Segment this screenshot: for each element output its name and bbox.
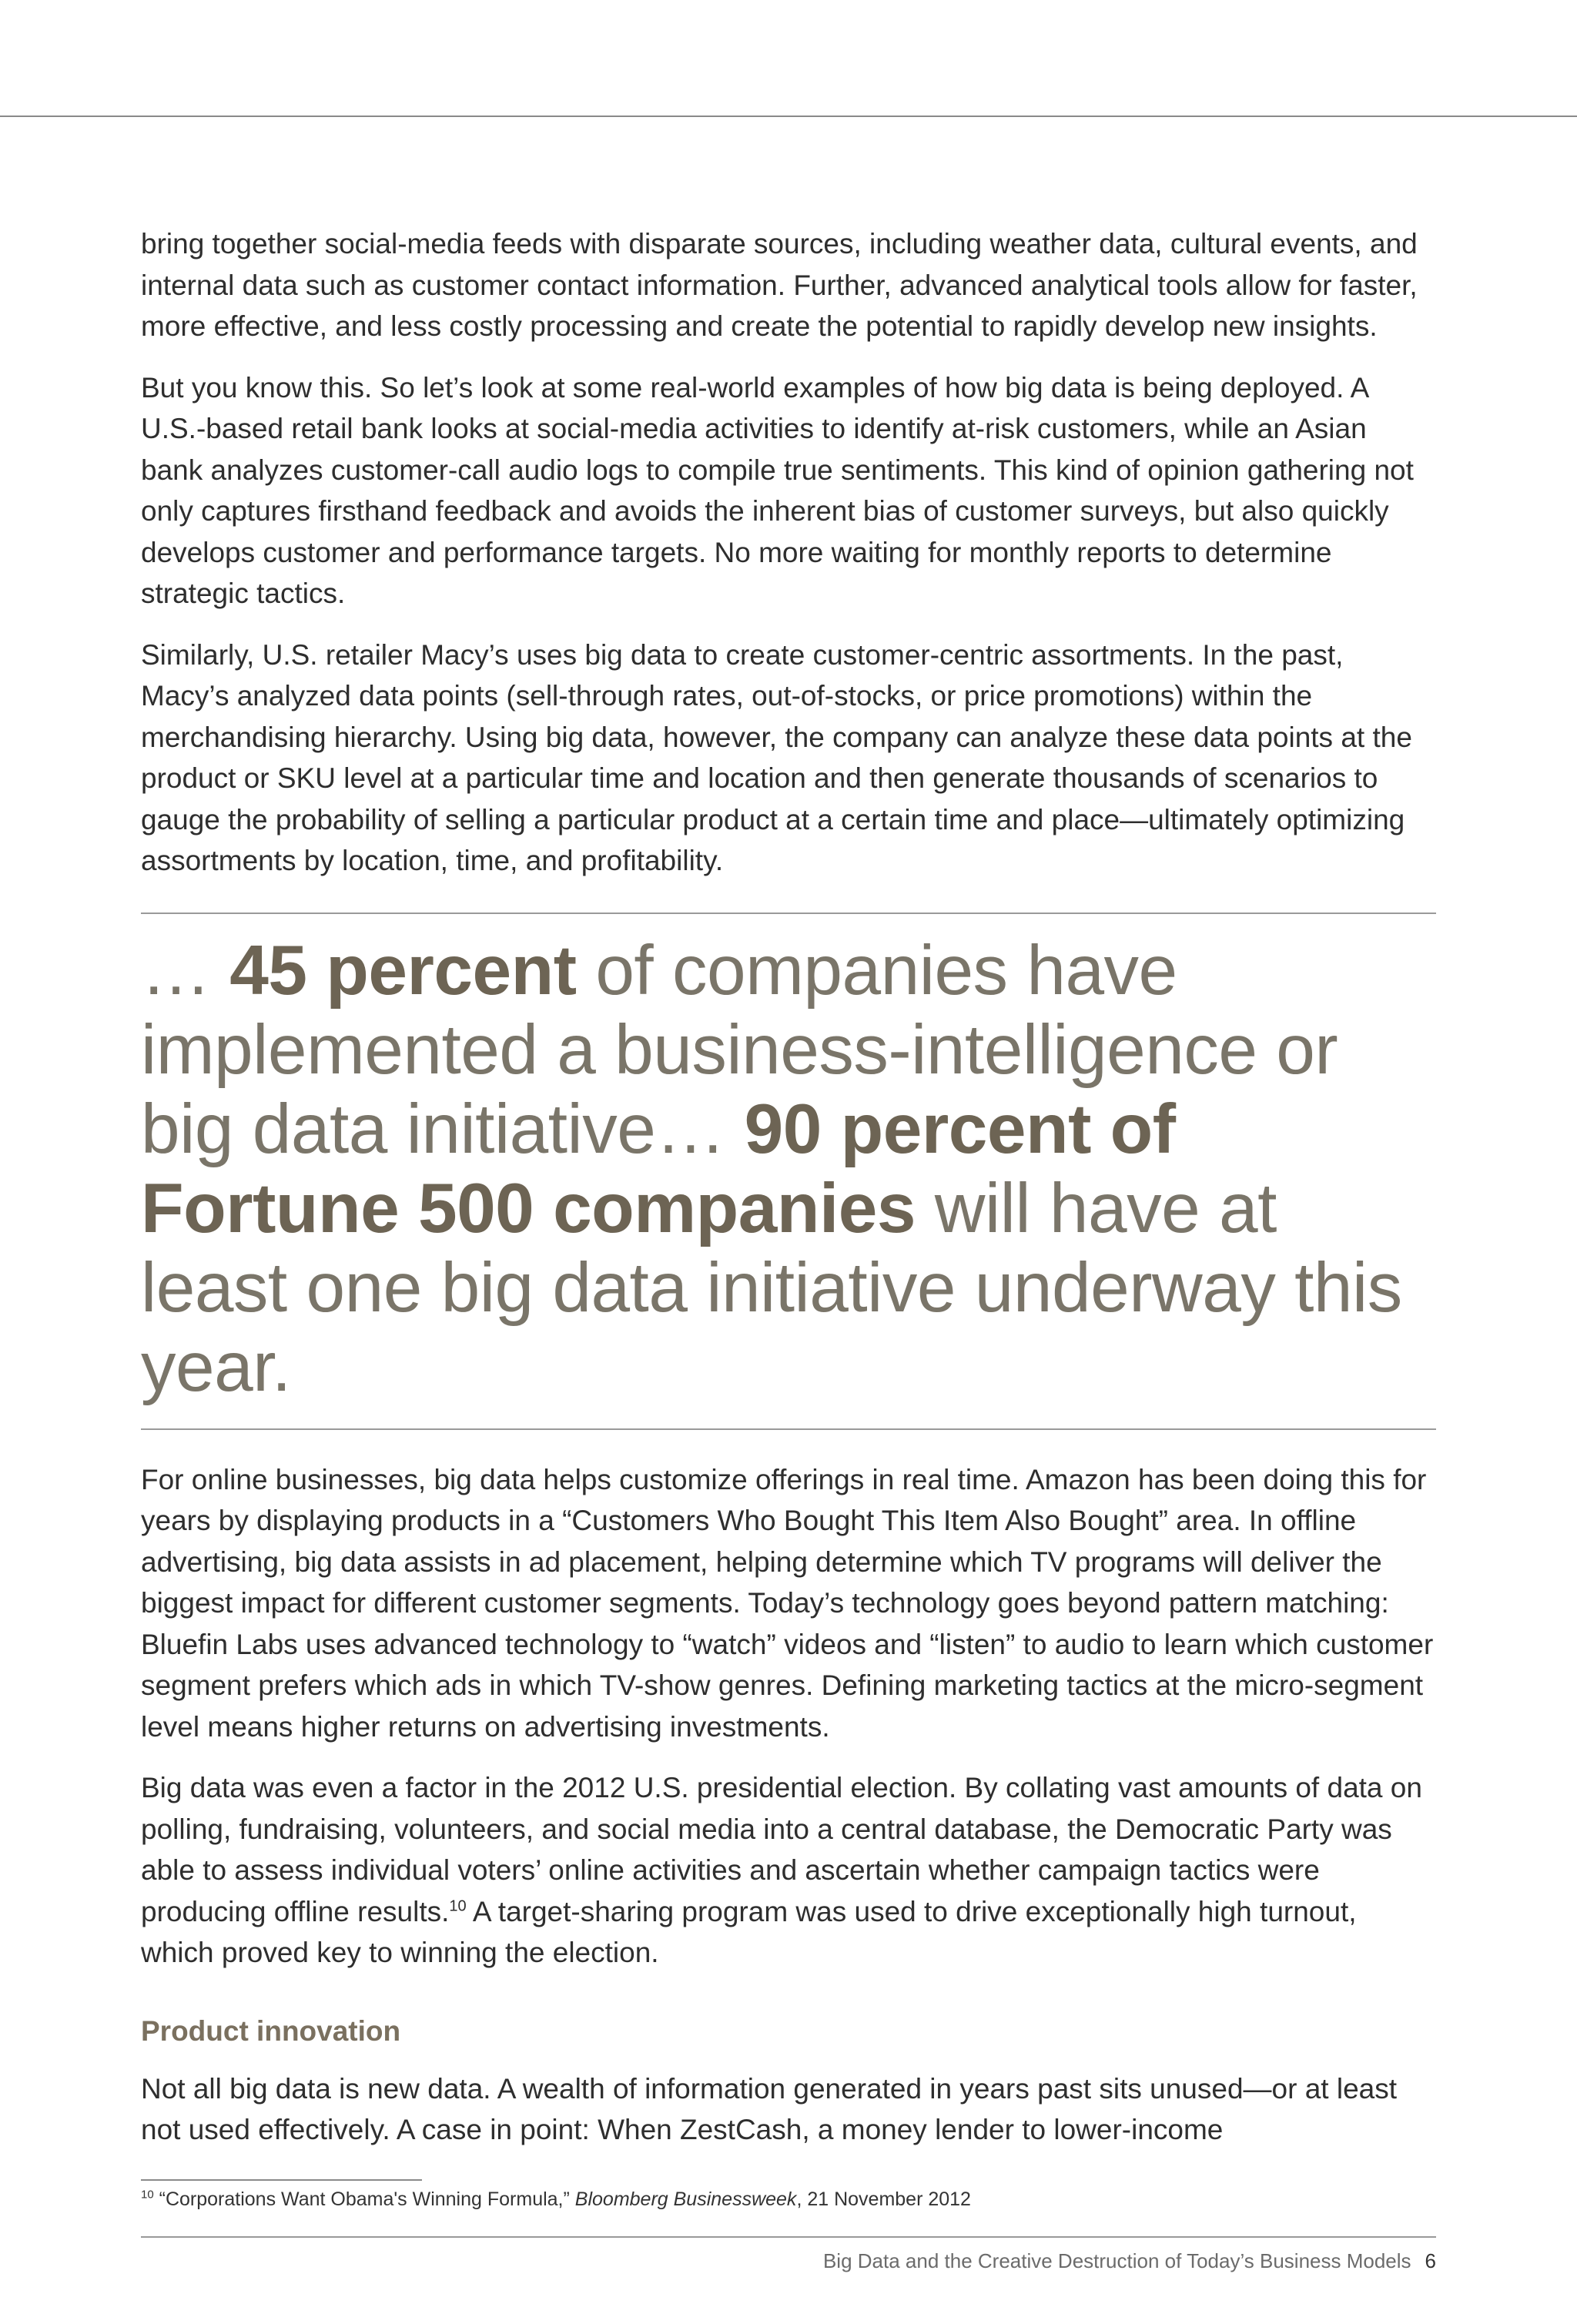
body-paragraph — [141, 1767, 1436, 1974]
pull-quote-text: of companies have implemented a business-intelligence or big data initiative… — [141, 931, 1338, 1168]
footnote — [141, 2185, 1436, 2213]
footer-rule — [141, 2236, 1436, 2238]
pull-quote-text: will have at least one big data initiative underway this year. — [141, 1169, 1402, 1406]
body-paragraph: bring together social-media feeds with disparate sources, including weather data, cultural events, and internal data such as customer contact information. Further, advanced analytical tools allow for faster, more effective, and less costly processing and create the potential to rapidly develop new insights. — [141, 228, 1418, 342]
footnote-source: Bloomberg Businessweek — [574, 2188, 797, 2210]
body-paragraph: But you know this. So let’s look at some real-world examples of how big data is being deployed. A U.S.-based retail bank looks at social-media activities to identify at-risk customers, while an Asian bank analyzes customer-call audio logs to compile true sentiments. This kind of opinion gathering not only captures firsthand feedback and avoids the inherent bias of customer surveys, but also quickly develops customer and performance targets. No more waiting for monthly reports to determine strategic tactics. — [141, 371, 1414, 609]
body-paragraph: Not all big data is new data. A wealth of information generated in years past sits unused—or at least not used effectively. A case in point: When ZestCash, a money lender to lower-income — [141, 2072, 1397, 2145]
header-rule — [0, 116, 1577, 117]
footer-title: Big Data and the Creative Destruction of Today’s Business Models — [822, 2249, 1411, 2272]
pull-quote-text: … — [141, 931, 230, 1010]
pull-quote-top-rule — [141, 913, 1436, 914]
body-paragraph: Similarly, U.S. retailer Macy’s uses big data to create customer-centric assortments. In the past, Macy’s analyzed data points (sell-through rates, out-of-stocks, or price promotions) within the merchandising hierarchy. Using big data, however, the company can analyze these data points at the product or SKU level at a particular time and location and then generate thousands of scenarios to gauge the probability of selling a particular product at a certain time and place—ultimately optimizing assortments by location, time, and profitability. — [141, 638, 1412, 876]
page-number: 6 — [1425, 2249, 1436, 2272]
footnote-rule — [141, 2179, 422, 2181]
pull-quote-highlight: 90 percent of Fortune 500 companies — [141, 1090, 1176, 1247]
election-text: Big data was even a factor in the 2012 U.S. presidential election. By collating vast amounts of data on polling, fundraising, volunteers, and social media into a central database, the Democratic Party was able to assess individual voters’ online activities and ascertain whether campaign tactics were producing offline results. — [141, 1772, 1422, 1927]
footnote-date: , 21 November 2012 — [796, 2188, 971, 2210]
pull-quote-highlight: 45 percent — [229, 931, 577, 1010]
body-paragraph: For online businesses, big data helps customize offerings in real time. Amazon has been doing this for years by displaying products in a “Customers Who Bought This Item Also Bought” area. In offline advertising, big data assists in ad placement, helping determine which TV programs will deliver the biggest impact for different customer segments. Today’s technology goes beyond pattern matching: Bluefin Labs uses advanced technology to “watch” videos and “listen” to audio to learn which customer segment prefers which ads in which TV-show genres. Defining marketing tactics at the micro-segment level means higher returns on advertising investments. — [141, 1463, 1434, 1743]
main-content — [141, 223, 1436, 2171]
pull-quote-bottom-rule — [141, 1428, 1436, 1430]
election-text: A target-sharing program was used to drive exceptionally high turnout, which proved key to winning the election. — [141, 1895, 1357, 1968]
footnote-number: 10 — [141, 2188, 154, 2202]
section-heading: Product innovation — [141, 2014, 401, 2047]
footnote-ref[interactable]: 10 — [449, 1897, 467, 1915]
page-footer — [141, 2247, 1436, 2275]
footnote-text: “Corporations Want Obama's Winning Formula,” — [153, 2188, 575, 2210]
pull-quote — [141, 931, 1436, 1407]
